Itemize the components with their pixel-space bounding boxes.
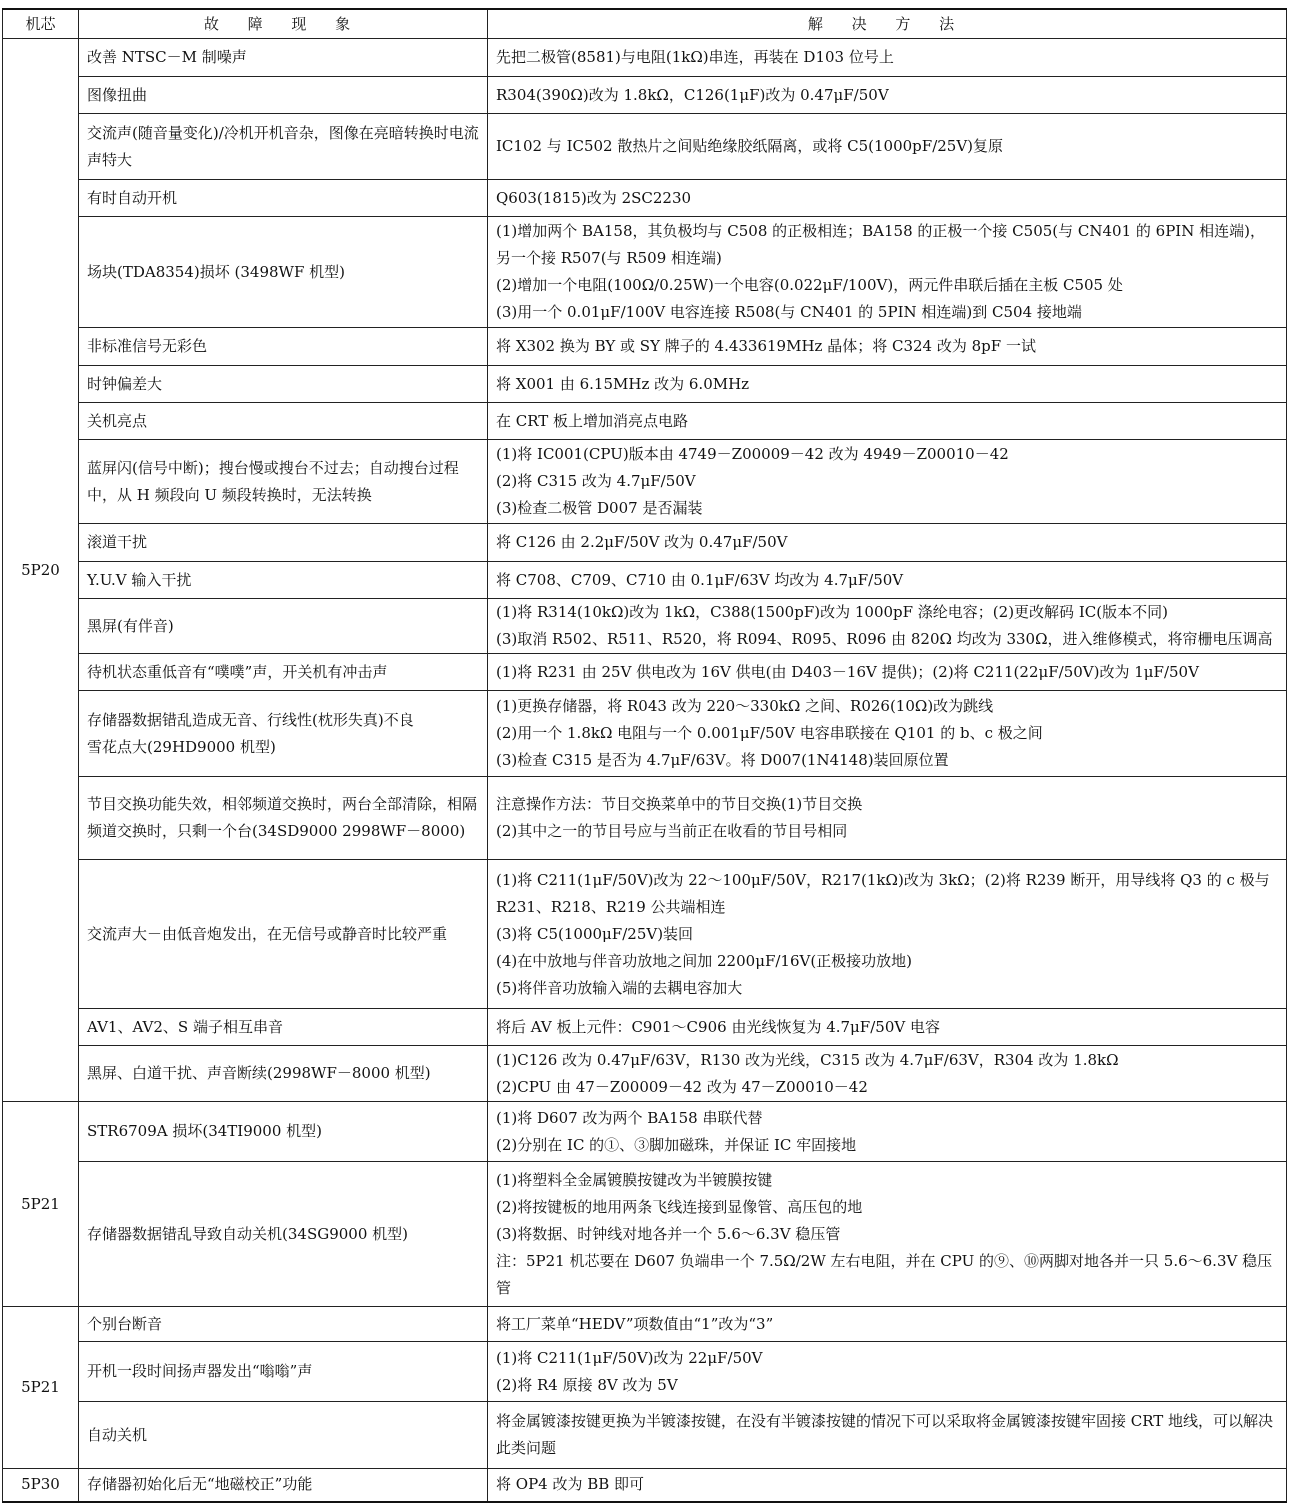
fault-line: 存储器初始化后无“地磁校正”功能 — [87, 1475, 313, 1494]
solution-line: 将后 AV 板上元件：C901～C906 由光线恢复为 4.7μF/50V 电容 — [496, 1017, 940, 1036]
solution-cell — [488, 691, 1287, 777]
header-row — [3, 9, 1287, 39]
solution-cell — [488, 1402, 1287, 1469]
solution-cell — [488, 1307, 1287, 1342]
header-solution: 解 决 方 法 — [488, 9, 1287, 39]
table-row — [3, 524, 1287, 562]
solution-cell — [488, 860, 1287, 1009]
solution-cell — [488, 1102, 1287, 1162]
solution-line: (1)将 R231 由 25V 供电改为 16V 供电(由 D403－16V 提供)；(2)将 C211(22μF/50V)改为 1μF/50V — [496, 662, 1199, 681]
solution-cell — [488, 328, 1287, 366]
solution-line: 先把二极管(8581)与电阻(1kΩ)串连，再装在 D103 位号上 — [496, 48, 894, 66]
fault-cell — [79, 1162, 488, 1307]
solution-line: 将 C126 由 2.2μF/50V 改为 0.47μF/50V — [496, 533, 788, 551]
fault-line: 改善 NTSC－M 制噪声 — [87, 48, 247, 66]
solution-line: (3)将数据、时钟线对地各并一个 5.6～6.3V 稳压管 — [496, 1224, 841, 1243]
fault-line: 黑屏、白道干扰、声音断续(2998WF－8000 机型) — [87, 1064, 431, 1082]
chip-cell: 5P21 — [3, 1307, 79, 1469]
fault-line: 交流声大－由低音炮发出，在无信号或静音时比较严重 — [87, 924, 448, 943]
solution-line: (1)将 R314(10kΩ)改为 1kΩ，C388(1500pF)改为 1000pF 涤纶电容；(2)更改解码 IC(版本不同) — [496, 603, 1168, 621]
solution-cell — [488, 440, 1287, 524]
solution-cell — [488, 1162, 1287, 1307]
fault-line: 待机状态重低音有“噗噗”声，开关机有冲击声 — [87, 662, 388, 681]
fault-line: 雪花点大(29HD9000 机型) — [87, 737, 276, 756]
solution-line: (3)取消 R502、R511、R520，将 R094、R095、R096 由 820Ω 均改为 330Ω，进入维修模式，将帘栅电压调高 — [496, 630, 1273, 648]
fault-cell — [79, 860, 488, 1009]
table-row — [3, 1469, 1287, 1502]
fault-line: 个别台断音 — [87, 1314, 163, 1333]
fault-cell — [79, 1102, 488, 1162]
chip-cell: 5P30 — [3, 1469, 79, 1502]
solution-line: (2)其中之一的节目号应与当前正在收看的节目号相同 — [496, 822, 848, 840]
fault-line: 蓝屏闪(信号中断)；搜台慢或搜台不过去；自动搜台过程中，从 H 频段向 U 频段转换时，无法转换 — [87, 458, 459, 504]
table-row — [3, 1046, 1287, 1102]
fault-cell — [79, 654, 488, 691]
table-row — [3, 217, 1287, 328]
solution-line: (2)分别在 IC 的①、③脚加磁珠，并保证 IC 牢固接地 — [496, 1135, 857, 1154]
fault-cell — [79, 562, 488, 599]
fault-cell — [79, 1046, 488, 1102]
solution-cell — [488, 1009, 1287, 1046]
solution-cell — [488, 180, 1287, 217]
fault-cell — [79, 777, 488, 860]
solution-line: (1)将 C211(1μF/50V)改为 22μF/50V — [496, 1348, 763, 1367]
fault-cell — [79, 1307, 488, 1342]
fault-line: AV1、AV2、S 端子相互串音 — [87, 1017, 283, 1036]
solution-line: (1)将塑料全金属镀膜按键改为半镀膜按键 — [496, 1170, 773, 1189]
solution-line: (2)将 C315 改为 4.7μF/50V — [496, 472, 696, 490]
fault-cell — [79, 217, 488, 328]
solution-cell — [488, 39, 1287, 77]
table-row — [3, 691, 1287, 777]
solution-cell — [488, 366, 1287, 403]
fault-line: 存储器数据错乱导致自动关机(34SG9000 机型) — [87, 1224, 408, 1243]
solution-line: 在 CRT 板上增加消亮点电路 — [496, 411, 689, 430]
chip-cell: 5P20 — [3, 39, 79, 1102]
solution-line: (1)将 D607 改为两个 BA158 串联代替 — [496, 1108, 763, 1127]
table-row — [3, 440, 1287, 524]
table-row — [3, 1342, 1287, 1402]
fault-cell — [79, 328, 488, 366]
solution-line: (1)将 IC001(CPU)版本由 4749－Z00009－42 改为 4949－Z00010－42 — [496, 445, 1009, 463]
fault-line: 交流声(随音量变化)/冷机开机音杂，图像在亮暗转换时电流声特大 — [87, 123, 479, 169]
table-row — [3, 328, 1287, 366]
solution-cell — [488, 777, 1287, 860]
fault-line: 场块(TDA8354)损坏 (3498WF 机型) — [87, 262, 345, 281]
fault-line: 时钟偏差大 — [87, 374, 163, 393]
table-row — [3, 860, 1287, 1009]
solution-line: (3)检查 C315 是否为 4.7μF/63V。将 D007(1N4148)装回原位置 — [496, 751, 949, 769]
table-row — [3, 599, 1287, 654]
fault-cell — [79, 403, 488, 440]
solution-line: (2)将 R4 原接 8V 改为 5V — [496, 1375, 678, 1394]
solution-line: (2)将按键板的地用两条飞线连接到显像管、高压包的地 — [496, 1197, 863, 1216]
fault-cell — [79, 1469, 488, 1502]
fault-line: 自动关机 — [87, 1425, 148, 1444]
fault-cell — [79, 524, 488, 562]
solution-cell — [488, 654, 1287, 691]
solution-line: (1)C126 改为 0.47μF/63V，R130 改为光线，C315 改为 4.7μF/63V，R304 改为 1.8kΩ — [496, 1050, 1119, 1069]
table-body — [3, 39, 1287, 1502]
fault-cell — [79, 1342, 488, 1402]
solution-line: 将 OP4 改为 BB 即可 — [496, 1475, 645, 1494]
fault-cell — [79, 599, 488, 654]
table-row — [3, 366, 1287, 403]
table-row — [3, 777, 1287, 860]
table-row — [3, 403, 1287, 440]
fault-cell — [79, 77, 488, 114]
solution-line: (1)增加两个 BA158，其负极均与 C508 的正极相连；BA158 的正极一个接 C505(与 CN401 的 6PIN 相连端)，另一个接 R507(与 R509 相连端) — [496, 222, 1265, 267]
fault-cell — [79, 440, 488, 524]
solution-line: 将金属镀漆按键更换为半镀漆按键，在没有半镀漆按键的情况下可以采取将金属镀漆按键牢固接 CRT 地线，可以解决此类问题 — [496, 1412, 1274, 1457]
table-row — [3, 77, 1287, 114]
fault-cell — [79, 1009, 488, 1046]
solution-cell — [488, 217, 1287, 328]
solution-line: (3)将 C5(1000μF/25V)装回 — [496, 924, 694, 943]
solution-cell — [488, 1469, 1287, 1502]
solution-line: (2)CPU 由 47－Z00009－42 改为 47－Z00010－42 — [496, 1077, 868, 1096]
chip-cell: 5P21 — [3, 1102, 79, 1307]
fault-line: 黑屏(有伴音) — [87, 616, 174, 635]
fault-cell — [79, 691, 488, 777]
solution-line: 将工厂菜单“HEDV”项数值由“1”改为“3” — [496, 1314, 774, 1333]
header-fault: 故 障 现 象 — [79, 9, 488, 39]
solution-line: 注意操作方法：节目交换菜单中的节目交换(1)节目交换 — [496, 795, 863, 813]
table-row — [3, 654, 1287, 691]
table-row — [3, 114, 1287, 180]
solution-line: (1)将 C211(1μF/50V)改为 22～100μF/50V，R217(1kΩ)改为 3kΩ；(2)将 R239 断开，用导线将 Q3 的 c 极与 R231、R218、R219 公共端相连 — [496, 870, 1270, 916]
solution-line: IC102 与 IC502 散热片之间贴绝缘胶纸隔离，或将 C5(1000pF/25V)复原 — [496, 137, 1004, 155]
solution-cell — [488, 403, 1287, 440]
fault-line: 图像扭曲 — [87, 85, 148, 104]
solution-line: (2)增加一个电阻(100Ω/0.25W)一个电容(0.022μF/100V)，两元件串联后插在主板 C505 处 — [496, 276, 1123, 294]
solution-line: 将 X302 换为 BY 或 SY 牌子的 4.433619MHz 晶体；将 C324 改为 8pF 一试 — [496, 337, 1036, 355]
fault-line: 节目交换功能失效，相邻频道交换时，两台全部清除，相隔频道交换时，只剩一个台(34SD9000 2998WF－8000) — [87, 795, 478, 840]
table-row — [3, 1102, 1287, 1162]
solution-line: (4)在中放地与伴音功放地之间加 2200μF/16V(正极接功放地) — [496, 951, 913, 970]
fault-line: 非标准信号无彩色 — [87, 337, 208, 355]
solution-line: R304(390Ω)改为 1.8kΩ，C126(1μF)改为 0.47μF/50V — [496, 85, 889, 104]
solution-cell — [488, 599, 1287, 654]
header-chip: 机芯 — [3, 9, 79, 39]
table-row — [3, 562, 1287, 599]
solution-line: 将 X001 由 6.15MHz 改为 6.0MHz — [496, 374, 750, 393]
table-row — [3, 180, 1287, 217]
fault-table — [2, 8, 1287, 1503]
solution-cell — [488, 524, 1287, 562]
fault-cell — [79, 180, 488, 217]
solution-line: (1)更换存储器，将 R043 改为 220～330kΩ 之间、R026(10Ω)改为跳线 — [496, 697, 994, 715]
fault-line: 滚道干扰 — [87, 533, 148, 551]
solution-cell — [488, 1342, 1287, 1402]
solution-line: (3)检查二极管 D007 是否漏装 — [496, 499, 703, 517]
table-row — [3, 39, 1287, 77]
table-row — [3, 1162, 1287, 1307]
solution-cell — [488, 562, 1287, 599]
solution-cell — [488, 114, 1287, 180]
fault-line: STR6709A 损坏(34TI9000 机型) — [87, 1122, 323, 1140]
table-row — [3, 1009, 1287, 1046]
solution-line: (2)用一个 1.8kΩ 电阻与一个 0.001μF/50V 电容串联接在 Q101 的 b、c 极之间 — [496, 724, 1043, 742]
fault-line: Y.U.V 输入干扰 — [87, 570, 192, 589]
solution-cell — [488, 77, 1287, 114]
fault-line: 有时自动开机 — [87, 188, 178, 207]
fault-line: 开机一段时间扬声器发出“嗡嗡”声 — [87, 1362, 313, 1380]
fault-cell — [79, 366, 488, 403]
fault-cell — [79, 39, 488, 77]
solution-line: Q603(1815)改为 2SC2230 — [496, 188, 692, 207]
solution-cell — [488, 1046, 1287, 1102]
solution-line: 注：5P21 机芯要在 D607 负端串一个 7.5Ω/2W 左右电阻，并在 CPU 的⑨、⑩两脚对地各并一只 5.6～6.3V 稳压管 — [496, 1251, 1273, 1297]
table-row — [3, 1307, 1287, 1342]
table-row — [3, 1402, 1287, 1469]
solution-line: (3)用一个 0.01μF/100V 电容连接 R508(与 CN401 的 5PIN 相连端)到 C504 接地端 — [496, 303, 1082, 321]
fault-line: 存储器数据错乱造成无音、行线性(枕形失真)不良 — [87, 710, 414, 729]
solution-line: 将 C708、C709、C710 由 0.1μF/63V 均改为 4.7μF/50V — [496, 570, 904, 589]
fault-line: 关机亮点 — [87, 411, 148, 430]
solution-line: (5)将伴音功放输入端的去耦电容加大 — [496, 978, 743, 997]
fault-cell — [79, 1402, 488, 1469]
fault-cell — [79, 114, 488, 180]
